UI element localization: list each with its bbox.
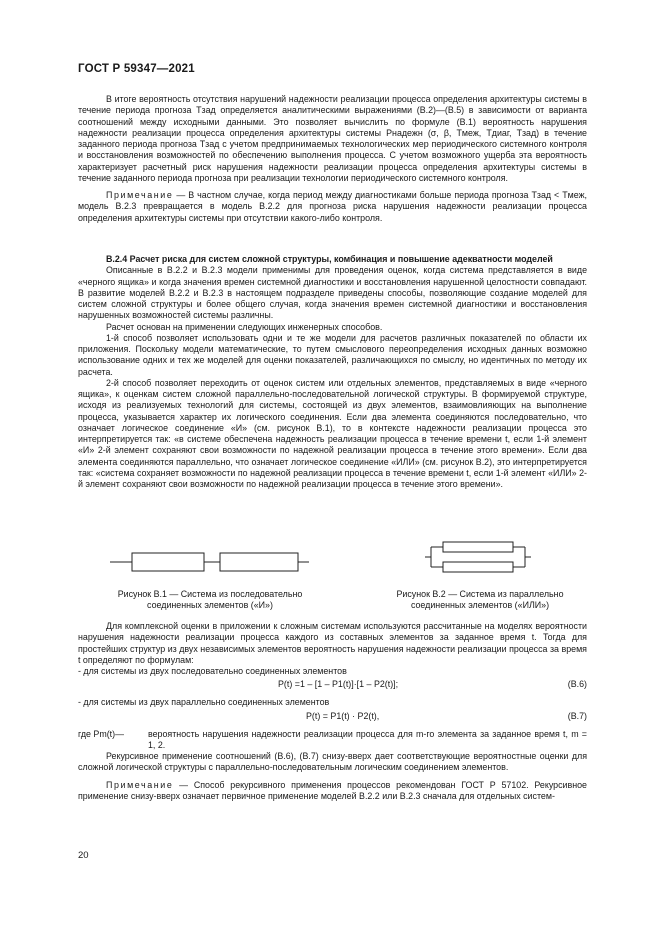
note-label: Примечание [106, 779, 174, 790]
page-number: 20 [78, 850, 89, 861]
document-header: ГОСТ Р 59347—2021 [78, 63, 195, 75]
note-label: Примечание [106, 190, 174, 200]
formula-number: (В.7) [567, 710, 587, 721]
text-block-bottom [78, 621, 587, 802]
definition-text: вероятность нарушения надежности реализации процесса для m-го элемента за заданное время t, m = 1, 2. [148, 728, 587, 750]
caption-line: Рисунок В.2 — Система из параллельно [396, 589, 564, 599]
formula-b6 [78, 677, 587, 693]
paragraph: 2-й способ позволяет переходить от оценок систем или отдельных элементов, представляемых в виде «черного ящика», к оценкам систем сложной параллельно-последовательной логической структуры. В формируемой структуре, исходя из реализуемых технологий для системы, состоящей из двух элементов, взаимовлияющих на выполнение процесса, указывается характер их логического соединения. Если два элемента соединяются последовательно, что означает логическое соединение «И» (см. рисунок В.1), то в контексте надежности реализации процесса это интерпретируется так: «в системе обеспечена надежность реализации процесса в течение времени t, если 1-й элемент «И» 2-й элемент сохраняют свои возможности по надежной реализации процесса в течение этого времени». Если два элемента соединяются параллельно, что означает логическое соединение «ИЛИ» (см. рисунок В.2), это интерпретируется так: «система сохраняет возможности по надежной реализации процесса в течение времени t, если 1-й элемент «ИЛИ» 2-й элемент сохраняют свои возможности по надежной реализации процесса в течение этого времени». [78, 377, 587, 489]
figure-caption-2 [365, 589, 595, 612]
paragraph: Расчет основан на применении следующих инженерных способов. [106, 321, 383, 332]
note-paragraph [78, 780, 587, 803]
paragraph: Рекурсивное применение соотношений (В.6), (В.7) снизу-вверх дает соответствующие вероятностные оценки для сложной логической структуры с параллельно-последовательным логическим соединением элементов. [78, 751, 587, 773]
paragraph: Описанные в В.2.2 и В.2.3 модели применимы для проведения оценок, когда система представляется в виде «черного ящика» и когда значения времен системной диагностики и восстановления нарушенной целостности совпадают. В развитие моделей В.2.2 и В.2.3 в настоящем подразделе приведены способы, позволяющие создание моделей для систем сложной структуры и более общего случая, когда значения времен системной диагностики и восстановления нарушенных возможностей системы различны. [78, 265, 587, 321]
text-block-top [78, 94, 587, 224]
element-box [443, 562, 513, 572]
paragraph: Для комплексной оценки в приложении к сложным системам используются рассчитанные на моделях вероятности нарушения надежности реализации процесса каждого из составных элементов за заданное время t. Тогда для простейших структур из двух независимых элементов вероятность нарушения надежности реализации процесса за время t определяют по формулам: [78, 621, 587, 665]
list-item: - для системы из двух последовательно соединенных элементов [78, 666, 347, 676]
paragraph: В итоге вероятность отсутствия нарушений надежности реализации процесса определения архитектуры системы в течение периода прогноза Tзад определяется аналитическими выражениями (В.2)—(В.5) в зависимости от варианта соотношений между исходными данными. Это позволяет вычислить по формуле (В.1) вероятность нарушения надежности реализации процесса определения архитектуры системы Pнадежн (σ, β, Tмеж, Tдиаг, Tзад) в течение заданного периода прогноза Tзад с учетом предпринимаемых технологических мер периодического системного контроля и восстановления возможностей по обеспечению выполнения процесса. С учетом возможного ущерба эта вероятность характеризует расчетный риск нарушения надежности реализации процесса определения архитектуры системы в течение заданного периода прогноза при реализации технологии периодического системного контроля. [78, 94, 587, 183]
section-block [78, 254, 587, 490]
element-box [220, 553, 298, 571]
caption-line: соединенных элементов («ИЛИ») [410, 600, 550, 611]
caption-line: соединенных элементов («И») [147, 600, 273, 611]
list-item: - для системы из двух параллельно соединенных элементов [78, 697, 330, 708]
definition-row [78, 729, 587, 752]
note-text: — В частном случае, когда период между диагностиками больше периода прогноза Tзад < Tмеж, модель В.2.3 превращается в модель В.2.2 для прогноза риска нарушения надежности реализации процесса определения архитектуры системы при отсутствии какого-либо контроля. [78, 190, 587, 223]
formula-text: P(t) = P1(t) · P2(t), [306, 710, 380, 721]
note-text: — Способ рекурсивного применения процессов рекомендован ГОСТ Р 57102. Рекурсивное применение снизу-вверх означает первичное применение моделей В.2.2 или В.2.3 сначала для отдельных систем- [78, 779, 587, 801]
series-diagram [110, 540, 310, 590]
element-box [132, 553, 204, 571]
figure-caption-1 [95, 589, 325, 612]
note-paragraph [78, 190, 587, 224]
caption-line: Рисунок В.1 — Система из последовательно [117, 589, 303, 599]
section-heading: В.2.4 Расчет риска для систем сложной структуры, комбинация и повышение адекватности моделей [106, 254, 553, 264]
element-box [443, 542, 513, 552]
parallel-diagram [425, 538, 545, 578]
formula-number: (В.6) [567, 679, 587, 690]
definition-term: где Pm(t)— [78, 728, 124, 739]
formula-text: P(t) =1 – [1 – P1(t)]·[1 – P2(t)]; [278, 679, 399, 690]
formula-b7 [78, 709, 587, 725]
paragraph: 1-й способ позволяет использовать одни и те же модели для расчетов различных показателей по области их приложения. Поскольку модели математические, то путем смыслового переопределения исходных данных возможно использование одних и тех же моделей для оценки показателей, различающихся по смыслу, но идентичных по методу их расчета. [78, 332, 587, 377]
